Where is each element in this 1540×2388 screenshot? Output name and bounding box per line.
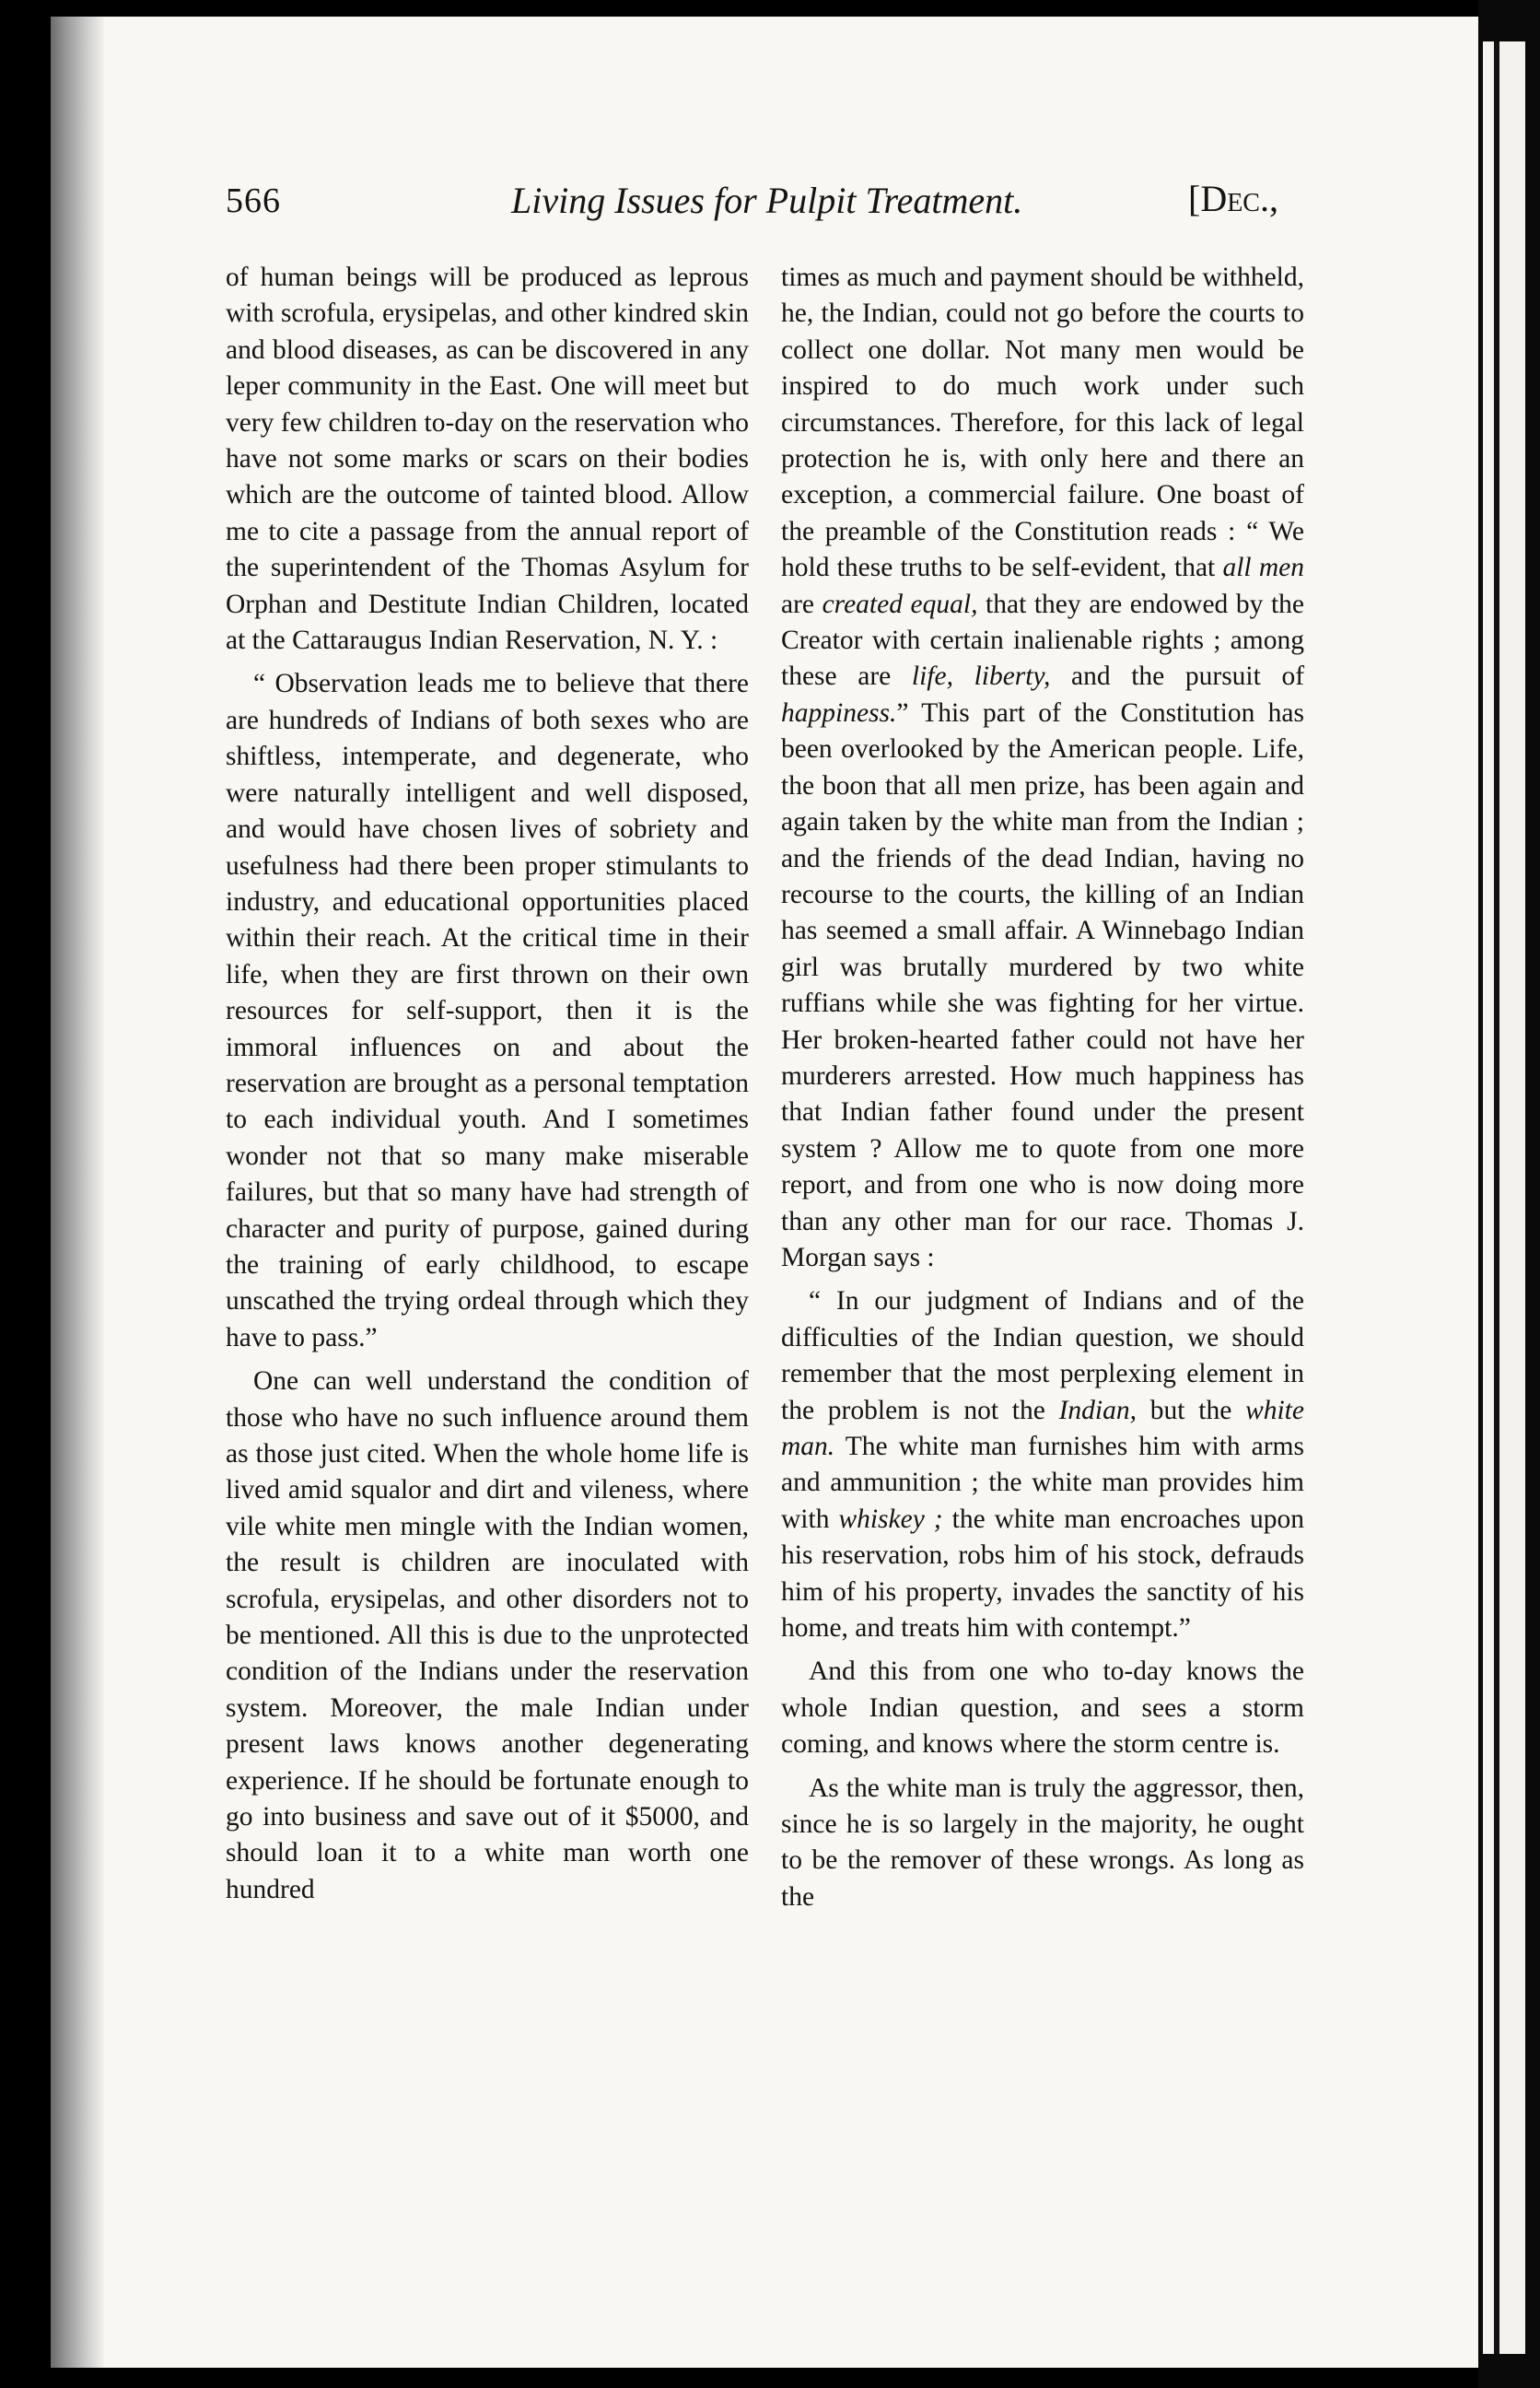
binding-gutter <box>51 17 104 2368</box>
quoted-morgan-paragraph <box>781 1283 1304 1646</box>
text-run: times as much and payment should be withheld, he, the Indian, could not go before the courts to collect one dollar. Not many men would be inspired to do much work under such circumstances. Therefore, for this lack of legal protection he is, with only here and there an exception, a commercial failure. One boast of the preamble of the Constitution reads : “ We hold these truths to be self-evident, that <box>781 263 1304 583</box>
italic-run: Indian, <box>1058 1395 1138 1425</box>
section-mark: [Dec., <box>1188 178 1278 219</box>
italic-run: created equal, <box>822 589 978 619</box>
paragraph-aggressor: As the white man is truly the aggressor, then, since he is so largely in the majority, he ought to be the remover of these wrongs. As long as the <box>781 1773 1304 1912</box>
text-run: “ In our judgment of Indians and of the difficulties of the Indian question, we should remember that the most perplexing element in the problem is not the <box>781 1286 1304 1425</box>
text-run: but the <box>1137 1395 1246 1425</box>
paragraph-condition: One can well understand the condition of those who have no such influence around them as those just cited. When the whole home life is lived amid squalor and dirt and vileness, where vile white men mingle with the Indian women, the result is children are inoculated with scrofula, erysipelas, and other disorders not to be mentioned. All this is due to the unprotected condition of the Indians under the reservation system. Moreover, the male Indian under present laws knows another degenerating experience. If he should be fortunate enough to go into business and save out of it $5000, and should loan it to a white man worth one hundred <box>226 1366 749 1904</box>
text-run: are <box>781 589 822 619</box>
text-run: The white man furnishes him with arms and ammunition ; the white man provides him with <box>781 1432 1304 1534</box>
adjacent-page-edge <box>1483 41 1525 2354</box>
left-column <box>226 260 749 1908</box>
italic-run: happiness. <box>781 697 897 728</box>
text-run: the white man encroaches upon his reservation, robs him of his stock, defrauds him of his property, invades the sanctity of his home, and treats him with contempt.” <box>781 1504 1304 1644</box>
italic-run: all men <box>1222 553 1304 583</box>
page-fold-shadow <box>1494 41 1499 2354</box>
italic-run: life, liberty, <box>911 661 1051 692</box>
text-run: ” This part of the Constitution has been overlooked by the American people. Life, the boon that all men prize, has been again and again taken by the white man from the Indian ; and the friends of the dead Indian, having no recourse to the courts, the killing of an Indian has seemed a small affair. A Winnebago Indian girl was brutally murdered by two white ruffians while she was fighting for her virtue. Her broken-hearted father could not have her murderers arrested. How much happiness has that Indian father found under the present system ? Allow me to quote from one more report, and from one who is now doing more than any other man for our race. Thomas J. Morgan says : <box>781 697 1304 1272</box>
quoted-report-paragraph: “ Observation leads me to believe that there are hundreds of Indians of both sexes who are shiftless, intemperate, and degenerate, who were naturally intelligent and well disposed, and would have chosen lives of sobriety and usefulness had there been proper stimulants to industry, and educational opportunities placed within their reach. At the critical time in their life, when they are first thrown on their own resources for self-support, then it is the immoral influences on and about the reservation are brought as a personal temptation to each individual youth. And I sometimes wonder not that so many make miserable failures, but that so many have had strength of character and purity of purpose, gained during the training of early childhood, to escape unscathed the trying ordeal through which they have to pass.” <box>226 669 749 1352</box>
italic-run: whiskey ; <box>838 1504 943 1534</box>
running-title: Living Issues for Pulpit Treatment. <box>511 180 1023 221</box>
italic-run: white man. <box>781 1395 1304 1461</box>
text-run: and the pursuit of <box>1050 661 1305 692</box>
paragraph-constitution <box>781 260 1304 1276</box>
paragraph-continued: of human beings will be produced as leprous with scrofula, erysipelas, and other kindred skin and blood diseases, as can be discovered in any leper community in the East. One will meet but very few children to-day on the reservation who have not some marks or scars on their bodies which are the outcome of tainted blood. Allow me to cite a passage from the annual report of the superintendent of the Thomas Asylum for Orphan and Destitute Indian Children, located at the Cattaraugus Indian Reservation, N. Y. : <box>226 263 749 656</box>
paragraph-storm: And this from one who to-day knows the whole Indian question, and sees a storm coming, and knows where the storm centre is. <box>781 1656 1304 1760</box>
text-run: that they are endowed by the Creator with certain inalienable rights ; among these are <box>781 589 1304 692</box>
right-column <box>781 260 1304 1915</box>
page-number: 566 <box>226 181 281 220</box>
